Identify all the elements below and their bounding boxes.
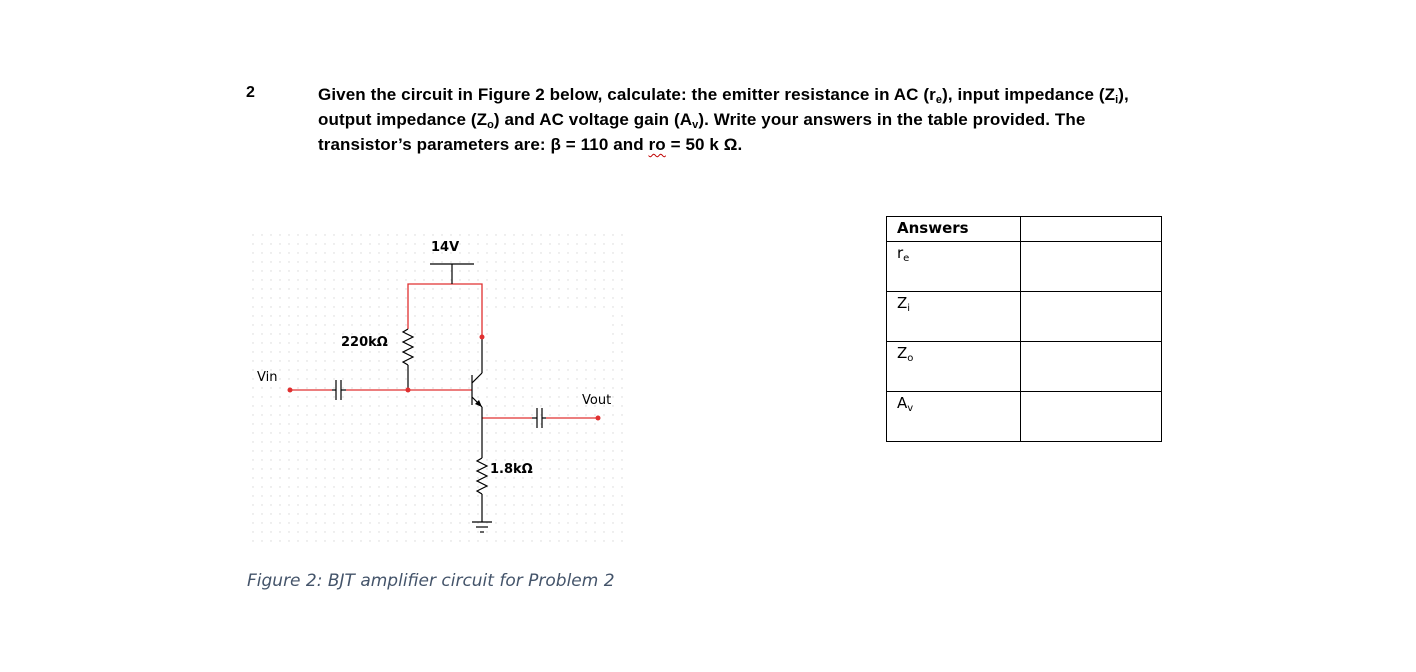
figure-caption: Figure 2: BJT amplifier circuit for Problem 2	[247, 571, 615, 591]
answer-cell-zi[interactable]	[1021, 292, 1162, 342]
answer-label-av: $A_v$	[887, 392, 1021, 442]
input-label: Vin	[257, 370, 278, 385]
answer-cell-re[interactable]	[1021, 242, 1162, 292]
answer-row-re	[887, 242, 1162, 292]
answer-label-zi: $Z_i$	[887, 292, 1021, 342]
output-label: Vout	[582, 393, 612, 408]
answer-row-zi	[887, 292, 1162, 342]
input-node	[288, 388, 293, 393]
base-resistor-label: 220kΩ	[341, 335, 388, 350]
answers-header: Answers	[887, 217, 1021, 242]
answers-header-blank	[1021, 217, 1162, 242]
answer-row-av	[887, 392, 1162, 442]
answer-cell-av[interactable]	[1021, 392, 1162, 442]
supply-label: 14V	[431, 240, 460, 255]
answer-label-re: $r_e$	[887, 242, 1021, 292]
schematic-grid	[248, 228, 624, 542]
base-node	[406, 388, 411, 393]
ro-spellcheck: ro	[648, 135, 666, 154]
collector-node	[480, 335, 485, 340]
answer-cell-zo[interactable]	[1021, 342, 1162, 392]
emitter-resistor-label: 1.8kΩ	[490, 462, 533, 477]
answer-row-zo	[887, 342, 1162, 392]
circuit-diagram	[246, 224, 626, 544]
answer-label-zo: $Z_o$	[887, 342, 1021, 392]
problem-statement: Given the circuit in Figure 2 below, calculate: the emitter resistance in AC $(r_e)$, input impedance $(Z_i)$, output impedance $(Z_o)$ and AC voltage gain $(A_v)$. Write your answers in the table provided. The transistor’s parameters are: β = 110 and ro = 50 k Ω.	[318, 85, 1129, 154]
problem-number: 2	[246, 84, 255, 101]
output-node	[596, 416, 601, 421]
answers-table	[886, 216, 1162, 442]
